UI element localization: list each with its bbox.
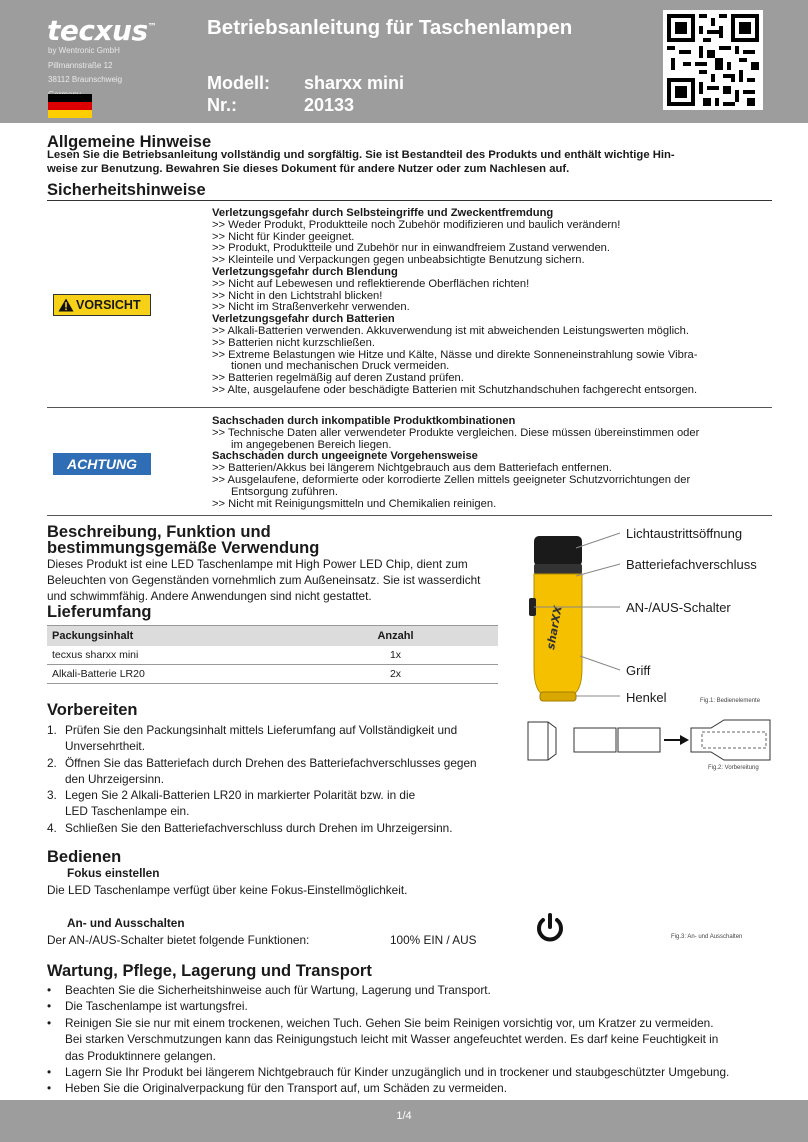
table-cell: 2x bbox=[288, 665, 498, 684]
fig1-label-griff: Griff bbox=[626, 663, 651, 678]
nr-value: 20133 bbox=[304, 95, 355, 115]
vorsicht-line: >> Kleinteile und Verpackungen gegen unbeabsichtigte Benutzung sichern. bbox=[212, 254, 585, 267]
section-heading-beschreibung-1: Beschreibung, Funktion und bbox=[47, 523, 271, 541]
vorsicht-line: tionen und mechanischen Druck vermeiden. bbox=[231, 360, 450, 373]
vorsicht-line: >> Batterien regelmäßig auf deren Zustand prüfen. bbox=[212, 372, 464, 385]
fig1-label-henkel: Henkel bbox=[626, 690, 667, 705]
battery-insertion-diagram bbox=[526, 716, 772, 764]
list-item: • Heben Sie die Originalverpackung für den Transport auf, um Schäden zu vermeiden. bbox=[47, 1080, 767, 1096]
flashlight-illustration bbox=[520, 528, 640, 710]
brand-logo: tecxus™ bbox=[47, 14, 157, 47]
fokus-text: Die LED Taschenlampe verfügt über keine Fokus-Einstellmöglichkeit. bbox=[47, 883, 408, 897]
allgemein-line-2: weise zur Benutzung. Bewahren Sie dieses Dokument für andere Nutzer oder zum Nachlesen auf. bbox=[47, 163, 570, 175]
achtung-subheading: Sachschaden durch inkompatible Produktkombinationen bbox=[212, 415, 516, 427]
vorsicht-subheading: Verletzungsgefahr durch Selbsteingriffe und Zweckentfremdung bbox=[212, 207, 554, 219]
achtung-badge: ACHTUNG bbox=[53, 453, 151, 475]
document-title: Betriebsanleitung für Taschenlampen bbox=[207, 16, 573, 39]
model-label: Modell: bbox=[207, 73, 270, 93]
list-item: 3. Legen Sie 2 Alkali-Batterien LR20 in markierter Polarität bzw. in die LED Taschenlampe ein. bbox=[47, 788, 416, 819]
vorsicht-badge: VORSICHT bbox=[53, 294, 151, 316]
schalten-heading: An- und Ausschalten bbox=[67, 916, 185, 930]
section-heading-lieferumfang: Lieferumfang bbox=[47, 603, 152, 621]
divider bbox=[47, 200, 772, 201]
vorsicht-line: >> Nicht für Kinder geeignet. bbox=[212, 230, 355, 243]
fig2-caption: Fig.2: Vorbereitung bbox=[708, 765, 759, 771]
header-bar bbox=[0, 0, 808, 123]
achtung-line: >> Nicht mit Reinigungsmitteln und Chemikalien reinigen. bbox=[212, 497, 497, 510]
achtung-line: im angegebenen Bereich liegen. bbox=[231, 438, 392, 451]
table-row bbox=[47, 665, 498, 684]
power-icon bbox=[534, 912, 566, 944]
list-item: 4. Schließen Sie den Batteriefachverschluss durch Drehen im Uhrzeigersinn. bbox=[47, 820, 453, 835]
achtung-list bbox=[212, 416, 699, 510]
fig1-caption: Fig.1: Bedienelemente bbox=[700, 698, 761, 704]
company-address: by Wentronic GmbH Pillmannstraße 12 38112 Braunschweig bbox=[48, 46, 123, 84]
achtung-subheading: Sachschaden durch ungeeignete Vorgehensweise bbox=[212, 450, 478, 463]
wartung-list bbox=[47, 982, 767, 1097]
table-row bbox=[47, 646, 498, 665]
vorsicht-line: >> Extreme Belastungen wie Hitze und Kälte, Nässe und direkte Sonneneinstrahlung sowie Vibra- bbox=[212, 348, 698, 361]
list-item: • Lagern Sie Ihr Produkt bei längerem Nichtgebrauch für Kinder unzugänglich und in trockener und staubgeschützter Umgebung. bbox=[47, 1064, 767, 1080]
vorbereiten-steps bbox=[47, 722, 507, 836]
vorsicht-line: >> Weder Produkt, Produktteile noch Zubehör modifizieren und baulich verändern! bbox=[212, 218, 621, 231]
section-heading-bedienen: Bedienen bbox=[47, 848, 122, 866]
list-item: • Reinigen Sie sie nur mit einem trockenen, weichen Tuch. Gehen Sie beim Reinigen vorsichtig vor, um Kratzer zu vermeiden. Bei starken Verschmutzungen kann das Reinigungstuch leicht mit Wasser angefeuchtet werden. Es darf keine Feuchtigkeit in das Produktinnere gelangen. bbox=[47, 1015, 767, 1064]
battery-icon bbox=[618, 728, 660, 752]
page-number: 1/4 bbox=[396, 1110, 412, 1122]
section-heading-allgemein: Allgemeine Hinweise bbox=[47, 133, 212, 151]
list-item: 1. Prüfen Sie den Packungsinhalt mittels Lieferumfang auf Vollständigkeit und Unversehrtheit. bbox=[47, 723, 458, 754]
section-heading-beschreibung-2: bestimmungsgemäße Verwendung bbox=[47, 539, 320, 557]
vorsicht-line: >> Alte, ausgelaufene oder beschädigte Batterien mit Schutzhandschuhen fachgerecht entsorgen. bbox=[212, 383, 698, 396]
beschreibung-text: Dieses Produkt ist eine LED Taschenlampe mit High Power LED Chip, dient zum Beleuchten von Gegenständen vornehmlich zum Außeneinsatz. Sie ist wasserdicht und schwimmfähig. Andere Anwendungen sind nicht gestattet. bbox=[47, 557, 481, 603]
achtung-line: >> Batterien/Akkus bei längerem Nichtgebrauch aus dem Batteriefach entfernen. bbox=[212, 462, 612, 475]
footer-bar bbox=[0, 1100, 808, 1142]
product-name-print: sharXX bbox=[544, 604, 565, 651]
vorsicht-line: >> Alkali-Batterien verwenden. Akkuverwendung ist mit abweichenden Leistungswerten möglich. bbox=[212, 324, 689, 337]
schalten-value: 100% EIN / AUS bbox=[390, 933, 477, 947]
achtung-line: Entsorgung zuführen. bbox=[231, 485, 338, 498]
arrow-right-icon bbox=[680, 735, 689, 745]
table-cell: 1x bbox=[288, 646, 498, 665]
vorsicht-list bbox=[212, 208, 698, 397]
fig1-label-schalter: AN-/AUS-Schalter bbox=[626, 600, 731, 615]
nr-label: Nr.: bbox=[207, 95, 238, 115]
vorsicht-line: >> Nicht im Straßenverkehr verwenden. bbox=[212, 301, 410, 314]
schalten-text: Der AN-/AUS-Schalter bietet folgende Funktionen: bbox=[47, 933, 310, 947]
lanyard-loop bbox=[540, 692, 576, 701]
vorsicht-line: >> Nicht in den Lichtstrahl blicken! bbox=[212, 289, 383, 302]
vorsicht-line: >> Nicht auf Lebewesen und reflektierende Oberflächen richten! bbox=[212, 277, 530, 290]
vorsicht-line: >> Produkt, Produktteile und Zubehör nur in einwandfreiem Zustand verwenden. bbox=[212, 242, 611, 255]
achtung-line: >> Ausgelaufene, deformierte oder korrodierte Zellen mittels geeigneter Schutzvorrichtungen der bbox=[212, 473, 691, 486]
list-item: • Beachten Sie die Sicherheitshinweise auch für Wartung, Lagerung und Transport. bbox=[47, 982, 767, 998]
divider bbox=[47, 407, 772, 408]
model-value: sharxx mini bbox=[304, 73, 405, 93]
table-cell: Alkali-Batterie LR20 bbox=[47, 665, 288, 684]
section-heading-vorbereiten: Vorbereiten bbox=[47, 701, 138, 719]
fig1-label-lichtaustritt: Lichtaustrittsöffnung bbox=[626, 526, 743, 541]
warning-triangle-icon bbox=[58, 298, 74, 312]
qr-code-icon bbox=[663, 10, 763, 110]
list-item: • Die Taschenlampe ist wartungsfrei. bbox=[47, 998, 767, 1014]
column-header-packungsinhalt: Packungsinhalt bbox=[47, 626, 288, 646]
allgemein-line-1: Lesen Sie die Betriebsanleitung vollständig und sorgfältig. Sie ist Bestandteil des Produkts und enthält wichtige Hin- bbox=[47, 149, 675, 161]
fokus-heading: Fokus einstellen bbox=[67, 866, 160, 880]
vorsicht-subheading: Verletzungsgefahr durch Blendung bbox=[212, 265, 398, 278]
achtung-line: >> Technische Daten aller verwendeter Produkte vergleichen. Diese müssen übereinstimmen oder bbox=[212, 426, 700, 439]
bezel-ring bbox=[534, 564, 582, 574]
table-cell: tecxus sharxx mini bbox=[47, 646, 288, 665]
vorsicht-line: >> Batterien nicht kurzschließen. bbox=[212, 336, 375, 349]
divider bbox=[47, 515, 772, 516]
table-header-row bbox=[47, 626, 498, 646]
section-heading-wartung: Wartung, Pflege, Lagerung und Transport bbox=[47, 962, 372, 980]
column-header-anzahl: Anzahl bbox=[288, 626, 498, 646]
list-item: 2. Öffnen Sie das Batteriefach durch Drehen des Batteriefachverschlusses gegen den Uhrzeigersinn. bbox=[47, 755, 477, 786]
section-heading-sicherheit: Sicherheitshinweise bbox=[47, 181, 206, 199]
vorsicht-subheading: Verletzungsgefahr durch Batterien bbox=[212, 313, 395, 326]
fig1-label-batteriefach: Batteriefachverschluss bbox=[626, 557, 757, 572]
fig3-caption: Fig.3: An- und Ausschalten bbox=[671, 934, 743, 940]
germany-flag-icon bbox=[48, 94, 92, 118]
lieferumfang-table bbox=[47, 625, 498, 684]
battery-icon bbox=[574, 728, 616, 752]
lens-cap bbox=[534, 536, 582, 566]
